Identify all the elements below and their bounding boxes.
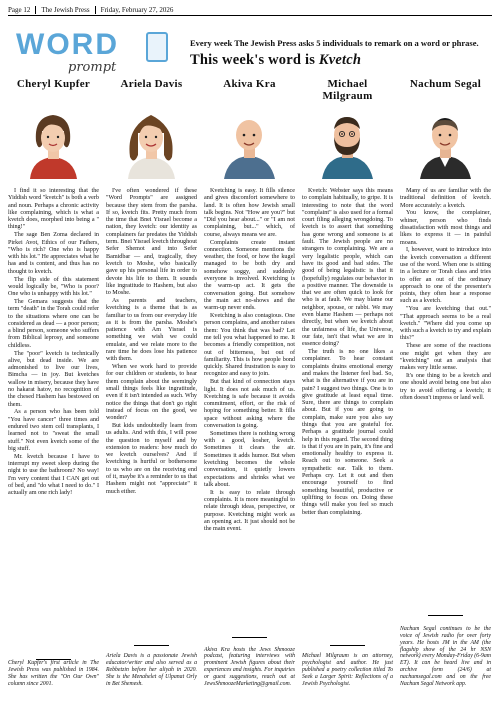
paragraph: It's one thing to be a kvetch and one should avoid being one but also try to avoid offering a kvetch; it often doesn't impress or land well. xyxy=(400,372,491,401)
author-name: Ariela Davis xyxy=(120,78,183,90)
separator xyxy=(95,6,96,14)
issue-date: Friday, February 27, 2026 xyxy=(100,5,174,14)
paragraph: Sometimes there is nothing wrong with a good, kosher, kvetch. Sometimes it clears the air. Sometimes it adds humor. But when kvetching becomes the whole conversation, it quietly lowers expectations and shrinks what we talk about. xyxy=(204,430,295,488)
man-bald-avatar-icon xyxy=(204,107,295,179)
author-bio: Cheryl Kupfer's first article in The Jewish Press was published in 1984. She has written the "On Our Own" column since 2001. xyxy=(8,660,99,688)
column-text xyxy=(106,188,197,496)
word-prompt-banner xyxy=(8,20,492,74)
man-kippah-avatar-icon xyxy=(400,107,491,179)
paragraph: You know, the complainer, whiner, person who finds dissatisfaction with most things and likes to express it — in painful moans. xyxy=(400,210,491,246)
author-name: Akiva Kra xyxy=(223,78,276,90)
author-bio: Nachum Segal continues to be the voice of Jewish radio for over forty years. He hosts JM in the AM (the flagship show of the 24 hr NSN network) every Monday-Friday (6-9am ET). It can be heard live and in archive form (24/6) at nachumsegal.com and on the free Nachum Segal Network app. xyxy=(400,625,491,688)
author-bio: Ariela Davis is a passionate Jewish educator/writer and also served as a Rebbetzin before her aliyah in 2020. She is the Menahelet of Ulpanat Orly in Bet Shemesh. xyxy=(106,653,197,688)
paragraph: I, however, want to introduce into the kvetch conversation a different use of the word. When one is sitting in a lecture or Torah class and tries to offer an out of the ordinary approach to one of the presenter's points, they often hear a response such as a kvetch. xyxy=(400,247,491,305)
paragraph: Kvetching is easy. It fills silence and gives discomfort somewhere to land. It is often how Jewish small talk begins. Not "How are you?" but "Did you hear about..." or "I am not complaining, but..." which, of course, always means we are. xyxy=(204,188,295,238)
tagline: Every week The Jewish Press asks 5 individuals to remark on a word or phrase. xyxy=(190,38,479,48)
paragraph: The "poor" kvetch is technically alive, but dead inside. We are admonished to live our lives, Bimcha — in joy. But kvetches wallow in misery, because they have no hakarat hatov, no recognition of the chesed Hashem has bestowed on them. xyxy=(8,350,99,408)
page-header xyxy=(8,4,492,16)
paragraph: The Gemara suggests that the term "death" in the Torah could refer to the situations where one can be considered as dead — a poor person; a blind person, someone who suffers from Biblical leprosy, and someone childless. xyxy=(8,298,99,349)
column-cheryl-kupfer xyxy=(8,78,99,698)
paragraph: When we work hard to provide for our children or students, to hear them complain about the seemingly small things feels like ingratitude, even if it isn't intended as such. Why notice the things that don't go right instead of focus on the good, we wonder? xyxy=(106,364,197,422)
paper-name: The Jewish Press xyxy=(41,5,90,14)
woman-curly-hair-avatar-icon xyxy=(106,107,197,179)
column-michael-milgraum xyxy=(302,78,393,698)
column-akiva-kra xyxy=(204,78,295,698)
man-beard-avatar-icon xyxy=(302,107,393,179)
author-name: Nachum Segal xyxy=(409,78,482,90)
author-name: Cheryl Kupfer xyxy=(16,78,91,90)
paragraph: These are some of the reactions one might get when they are "kvetching" out an analysis that makes very little sense. xyxy=(400,343,491,372)
paragraph: The sage Ben Zoma declared in Pirkei Avot, Ethics of our Fathers, "Who is rich? One who is happy with his lot." He appreciates what he has and is content, and thus has no thought to kvetch. xyxy=(8,232,99,275)
paragraph: As a person who has been told "You have cancer" three times and endured two stem cell transplants, I learned not to "sweat the small stuff." Not even kvetch some of the big stuff. xyxy=(8,409,99,452)
logo-word: WORD xyxy=(16,28,119,61)
logo-prompt: prompt xyxy=(68,60,117,75)
column-text xyxy=(8,188,99,497)
column-text xyxy=(204,188,295,533)
column-text xyxy=(302,188,393,517)
author-bio: Michael Milgraum is an attorney, psychologist and author. He just published a poetry collection titled To Seek a Larger Spirit: Reflections of a Jewish Psychologist. xyxy=(302,653,393,688)
paragraph: The flip side of this statement would logically be, "Who is poor? One who is unhappy with his lot." xyxy=(8,276,99,298)
paragraph: But kids undoubtedly learn from us adults. And with this, I will pose the question to myself and by extension to readers: how much do we kvetch ourselves? And if kvetching is hurtful or bothersome to us who are on the receiving end of it, maybe it's a reminder to us that Hashem might not "appreciate" it much either. xyxy=(106,423,197,495)
bio-divider xyxy=(232,637,267,638)
separator xyxy=(35,6,36,14)
paragraph: The truth is no one likes a complainer. To hear constant complaints drains emotional energy and makes the listener feel bad. So, what is the alternative if you are in pain? I suggest two things. One is to give gratitude at least equal time. Sure, there are things to complain about. But if you are going to complain, make sure you also say things that you are grateful for. Perhaps a gratitude journal could help in this regard. The second thing is that if you are in pain, it's fine and emotionally healthy to express it. Reach out to someone. Seek a sympathetic ear. Talk to them. Perhaps cry. Let it out and then encourage yourself to find something beautiful, productive or uplifting to focus on. Doing these things will make you feel so much better than complaining. xyxy=(302,349,393,516)
bio-divider xyxy=(134,645,169,646)
paragraph: Many of us are familiar with the traditional definition of kvetch. More accurately: a kvetch. xyxy=(400,188,491,209)
paragraph: I've often wondered if these "Word Prompts" are assigned because they stem from the parsha. If so, kvetch fits. Pretty much from the time that Bnei Yisrael become a nation, they kvetch: our identity as complainers far predates the Yiddish term. Bnei Yisrael kvetch throughout Sefer Shemot and into Sefer Bamidbar — and, tragically, they kvetch to Moshe, who basically gave up his personal life in order to devote his life to them. It sounds like ingratitude to Hashem, but also to Moshe. xyxy=(106,188,198,297)
column-ariela-davis xyxy=(106,78,197,698)
column-nachum-segal xyxy=(400,78,491,698)
phone-icon xyxy=(146,32,168,62)
bio-divider xyxy=(330,645,365,646)
paragraph: Kvetching is also contagious. One person complains, and another raises them: You think that was bad? Let me tell you what happened to me. It becomes a friendly competition, not out of bitterness, but out of familiarity. This is how people bond quickly. Shared frustration is easy to recognize and easy to join. xyxy=(204,313,295,378)
week-word-heading xyxy=(190,52,361,69)
week-word-prefix: This week's word is xyxy=(190,52,316,68)
paragraph: Kvetch: Webster says this means to complain habitually, to gripe. It is interesting to note that the word "complaint" is also used for a formal court filing alleging wrongdoing. To kvetch is to assert that something has gone wrong and someone is at fault. The Jewish people are no strangers to complaining. We are a very legalistic people, which can have its good and bad sides. The good of being legalistic is that it (hopefully) regulates our behavior in a positive manner. The downside is that we are often quick to look for who is at fault. We may blame our neighbor, spouse, or rabbi. We may even blame Hashem — perhaps not directly, but when we kvetch about the unfairness of life, the Universe, our fate, isn't that what we are in essence doing? xyxy=(302,188,393,348)
paragraph: I find it so interesting that the Yiddish word "kvetch" is both a verb and noun. Perhaps a chronic activity like complaining, which is what a kvetch does, morphed into being a " thing!" xyxy=(8,188,99,231)
woman-red-top-avatar-icon xyxy=(8,107,99,179)
bio-divider xyxy=(428,615,463,616)
week-word: Kvetch xyxy=(318,52,362,68)
paragraph: Complaints create instant connection. Someone mentions the weather, the food, or how the kugel managed to be both dry and somehow soggy, and suddenly everyone is involved. Kvetching is the warm-up act. It gets the conversation going. But somehow the main act no-shows and the warm-up never ends. xyxy=(204,239,295,312)
paragraph: As parents and teachers, kvetching is a theme that is as familiar to us from our everyday life as it is from the parsha. Moshe's patience with Am Yisrael is something we wish we could emulate, and we relate more to the rare time he does lose his patience with them. xyxy=(106,297,197,363)
paragraph: "You are kvetching that out." "That approach seems to be a real kvetch." "Where did you come up with such a kvetch to try and explain this?" xyxy=(400,306,491,342)
paragraph: But that kind of connection stays light. It does not ask much of us. Kvetching is safe because it avoids commitment, effort, or the risk of hoping for something better. It fills space without asking where the conversation is going. xyxy=(204,379,295,429)
paragraph: It is easy to relate through complaints. It is more meaningful to relate through ideas, perspective, or purpose. Kvetching might work as an opening act. It just should not be the main event. xyxy=(204,489,295,533)
column-text xyxy=(400,188,491,402)
page-number: Page 12 xyxy=(8,5,31,14)
author-name: Michael Milgraum xyxy=(322,78,373,102)
author-bio: Akiva Kra hosts the Jews Shmooze podcast, featuring interviews with prominent Jewish figures about their experiences and insights. For inquiries or guest suggestions, reach out at JewsShmoozeMarketing@gmail.com. xyxy=(204,646,295,688)
columns xyxy=(8,78,492,698)
paragraph: Mr. kvetch because I have to interrupt my sweet sleep during the night to use the bathroom? No way! I'm very content that I CAN get out of bed, and "do what I need to do." I actually am one rich lady! xyxy=(8,453,99,497)
